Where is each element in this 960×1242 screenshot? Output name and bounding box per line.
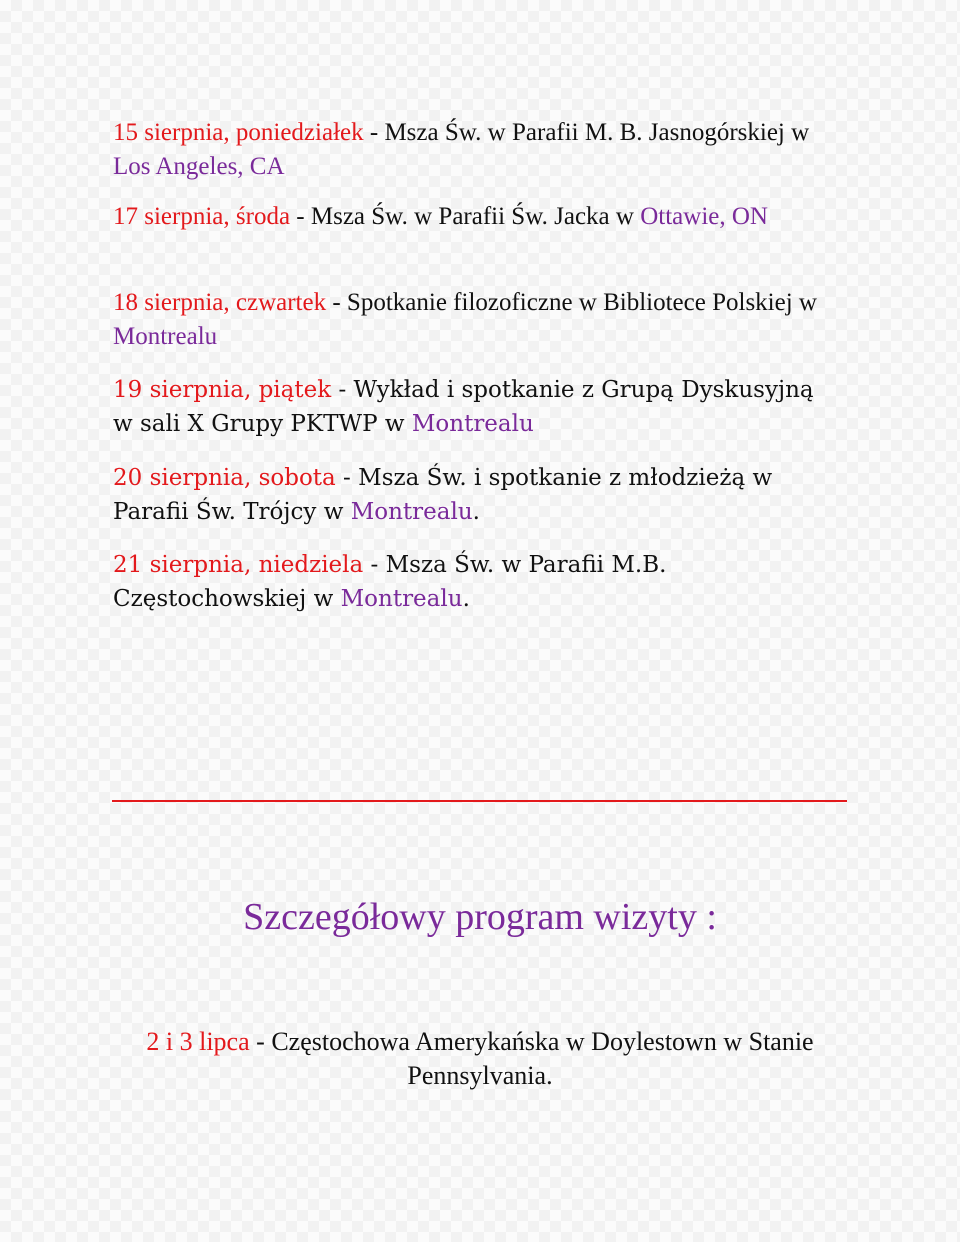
- entry-tail: .: [462, 586, 470, 612]
- schedule-entry-aug-19: [113, 373, 833, 441]
- entry-place: Los Angeles, CA: [113, 153, 285, 180]
- entry-text: - Msza Św. w Parafii M. B. Jasnogórskiej w: [363, 119, 810, 146]
- entry-date: 21 sierpnia, niedziela: [113, 552, 364, 578]
- entry-date: 20 sierpnia, sobota: [113, 465, 336, 491]
- entry-date: 17 sierpnia, środa: [113, 203, 291, 230]
- entry-place: Montrealu: [340, 586, 463, 612]
- entry-text: - Częstochowa Amerykańska w Doylestown w Stanie Pennsylvania.: [249, 1027, 814, 1090]
- entry-date: 15 sierpnia, poniedziałek: [113, 119, 364, 146]
- entry-place: Montrealu: [113, 323, 218, 350]
- entry-text: - Msza Św. w Parafii Św. Jacka w: [290, 203, 641, 230]
- entry-place: Montrealu: [350, 499, 473, 525]
- entry-text: - Msza Św. w Parafii M.B. Częstochowskiej w: [113, 552, 667, 612]
- entry-tail: .: [472, 499, 480, 525]
- schedule-entry-aug-17: [113, 200, 833, 234]
- entry-date: 19 sierpnia, piątek: [113, 377, 332, 403]
- entry-text: - Spotkanie filozoficzne w Bibliotece Polskiej w: [326, 289, 817, 316]
- entry-text: - Msza Św. i spotkanie z młodzieżą w Parafii Św. Trójcy w: [113, 465, 773, 525]
- schedule-entry-aug-15: [113, 116, 833, 184]
- schedule-entry-aug-20: [113, 461, 833, 529]
- entry-place: Montrealu: [411, 411, 534, 437]
- section-divider: [112, 800, 847, 802]
- schedule-entry-aug-18: [113, 286, 833, 354]
- program-entry-july-2-3: [120, 1025, 840, 1093]
- program-title: Szczegółowy program wizyty :: [243, 896, 717, 938]
- entry-place: Ottawie, ON: [640, 203, 768, 230]
- entry-text: - Wykład i spotkanie z Grupą Dyskusyjną w sali X Grupy PKTWP w: [113, 377, 814, 437]
- entry-date: 18 sierpnia, czwartek: [113, 289, 327, 316]
- schedule-entry-aug-21: [113, 548, 833, 616]
- entry-date: 2 i 3 lipca: [146, 1027, 250, 1056]
